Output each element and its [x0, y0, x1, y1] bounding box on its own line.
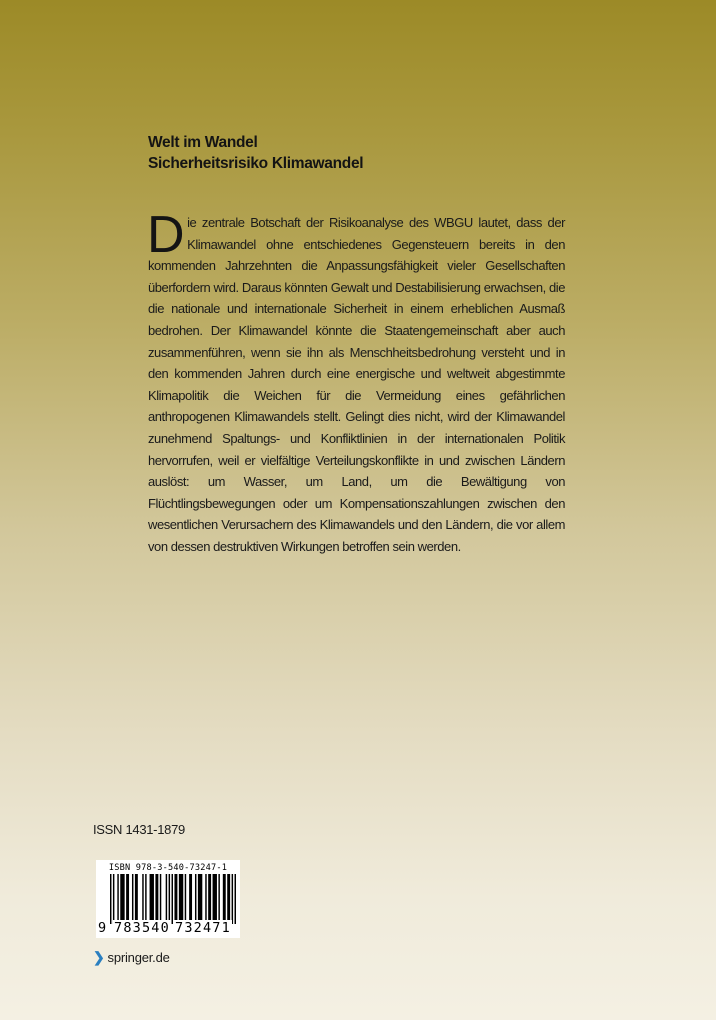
publisher-link[interactable]	[93, 949, 170, 966]
barcode-bar	[132, 874, 133, 924]
book-title	[148, 132, 363, 174]
ean-left-group: 783540	[114, 920, 170, 936]
barcode-bar	[166, 874, 167, 924]
barcode-bars	[110, 874, 236, 924]
barcode-bar	[150, 874, 154, 924]
barcode-bar	[213, 874, 217, 924]
publisher-url: springer.de	[107, 950, 170, 965]
book-subtitle: Sicherheitsrisiko Klimawandel	[148, 155, 364, 172]
barcode-bar	[110, 874, 111, 924]
barcode-bar	[155, 874, 158, 924]
barcode-bar	[208, 874, 211, 924]
barcode-bar	[145, 874, 146, 924]
barcode-bar	[160, 874, 161, 924]
barcode-bar	[174, 874, 177, 924]
barcode-bar	[227, 874, 230, 924]
barcode-bar	[218, 874, 219, 924]
barcode-bar	[223, 874, 226, 924]
barcode-bar	[120, 874, 124, 924]
isbn-label: ISBN 978-3-540-73247-1	[108, 863, 228, 873]
series-title: Welt im Wandel	[148, 134, 258, 151]
barcode-bar	[179, 874, 183, 924]
barcode-bar	[185, 874, 186, 924]
barcode-bar	[195, 874, 196, 924]
barcode-bar	[169, 874, 170, 924]
ean-digits	[98, 920, 238, 936]
barcode-bar	[189, 874, 192, 924]
barcode-bar	[235, 874, 236, 924]
barcode-bar	[113, 874, 114, 924]
chevron-right-icon: ❯	[93, 949, 105, 965]
isbn-barcode	[96, 860, 240, 938]
drop-cap: D	[147, 206, 185, 264]
barcode-bar	[126, 874, 129, 924]
issn-number: ISSN 1431-1879	[93, 822, 185, 837]
blurb-text: ie zentrale Botschaft der Risikoanalyse des WBGU lautet, dass der Klimawandel ohne entschiedenes Gegensteuern bereits in den kommenden Jahrzehnten die Anpassungsfähigkeit vieler Gesellschaften überfordern wird. Daraus könnten Gewalt und Destabilisierung erwachsen, die die nationale und internationale Sicherheit in einem erheblichen Ausmaß bedrohen. Der Klimawandel könnte die Staatengemeinschaft aber auch zusammenführen, wenn sie ihn als Menschheitsbedrohung versteht und in den kommenden Jahren durch eine energische und weltweit abgestimmte Klimapolitik die Weichen für die Vermeidung eines gefährlichen anthropogenen Klimawandels stellt. Gelingt dies nicht, wird der Klimawandel zunehmend Spaltungs- und Konfliktlinien in der internationalen Politik hervorrufen, weil er vielfältige Verteilungskonflikte in und zwischen Ländern auslöst: um Wasser, um Land, um die Bewältigung von Flüchtlingsbewegungen oder um Kompensationszahlungen zwischen den wesentlichen Verursachern des Klimawandels und den Ländern, die vor allem von dessen destruktiven Wirkungen betroffen sein werden.	[148, 215, 565, 554]
back-cover-blurb	[147, 206, 565, 558]
barcode-bar	[135, 874, 138, 924]
ean-right-group: 732471	[175, 920, 231, 936]
barcode-bar	[198, 874, 202, 924]
barcode-bar	[117, 874, 118, 924]
barcode-bar	[205, 874, 206, 924]
barcode-bar	[232, 874, 233, 924]
barcode-bar	[172, 874, 173, 924]
barcode-bar	[142, 874, 143, 924]
ean-first-digit: 9	[98, 920, 107, 936]
